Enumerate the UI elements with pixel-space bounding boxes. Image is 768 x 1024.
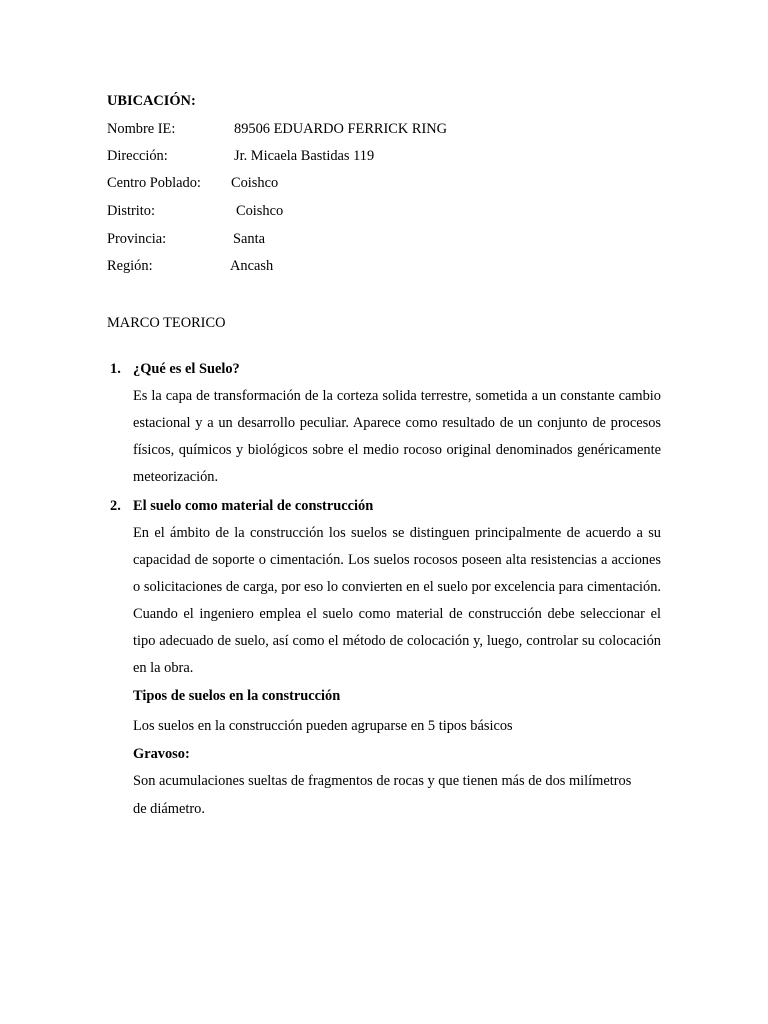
field-value-centro-poblado: Coishco bbox=[231, 175, 279, 191]
section-title-que-es-suelo: ¿Qué es el Suelo? bbox=[133, 361, 240, 377]
field-value-region: Ancash bbox=[230, 258, 274, 274]
tipos-suelos-title: Tipos de suelos en la construcción bbox=[133, 688, 341, 704]
field-label-region: Región: bbox=[107, 258, 153, 274]
field-value-nombre: 89506 EDUARDO FERRICK RING bbox=[234, 121, 448, 137]
gravoso-text-line-2: de diámetro. bbox=[133, 801, 205, 817]
field-label-direccion: Dirección: bbox=[107, 148, 168, 164]
field-value-provincia: Santa bbox=[233, 231, 265, 247]
paragraph-que-es-suelo: Es la capa de transformación de la corteza solida terrestre, sometida a un constante cambio estacional y a un desarrollo peculiar. Aparece como resultado de un conjunto de procesos físicos, químicos y biológicos sobre el medio rocoso original denominados genéricamente meteorización. bbox=[133, 388, 661, 485]
list-number-2: 2. bbox=[110, 498, 121, 514]
tipos-suelos-intro: Los suelos en la construcción pueden agruparse en 5 tipos básicos bbox=[133, 718, 513, 734]
section-title-suelo-material: El suelo como material de construcción bbox=[133, 498, 374, 514]
marco-teorico-heading: MARCO TEORICO bbox=[107, 315, 226, 331]
field-label-provincia: Provincia: bbox=[107, 231, 167, 247]
field-label-distrito: Distrito: bbox=[107, 203, 155, 219]
paragraph-suelo-material: En el ámbito de la construcción los suelos se distinguen principalmente de acuerdo a su capacidad de soporte o cimentación. Los suelos rocosos poseen alta resistencias a acciones o solicitaciones de carga, por eso lo convierten en el suelo por excelencia para cimentación. Cuando el ingeniero emplea el suelo como material de construcción debe seleccionar el tipo adecuado de suelo, así como el método de colocación y, luego, controlar su colocación en la obra. bbox=[133, 525, 661, 676]
field-label-nombre: Nombre IE: bbox=[107, 121, 176, 137]
field-value-direccion: Jr. Micaela Bastidas 119 bbox=[234, 148, 375, 164]
gravoso-title: Gravoso: bbox=[133, 746, 190, 762]
field-label-centro-poblado: Centro Poblado: bbox=[107, 175, 201, 191]
gravoso-text-line-1: Son acumulaciones sueltas de fragmentos de rocas y que tienen más de dos milímetros bbox=[133, 773, 632, 789]
ubicacion-heading: UBICACIÓN: bbox=[107, 93, 196, 109]
field-value-distrito: Coishco bbox=[236, 203, 284, 219]
list-number-1: 1. bbox=[110, 361, 121, 377]
